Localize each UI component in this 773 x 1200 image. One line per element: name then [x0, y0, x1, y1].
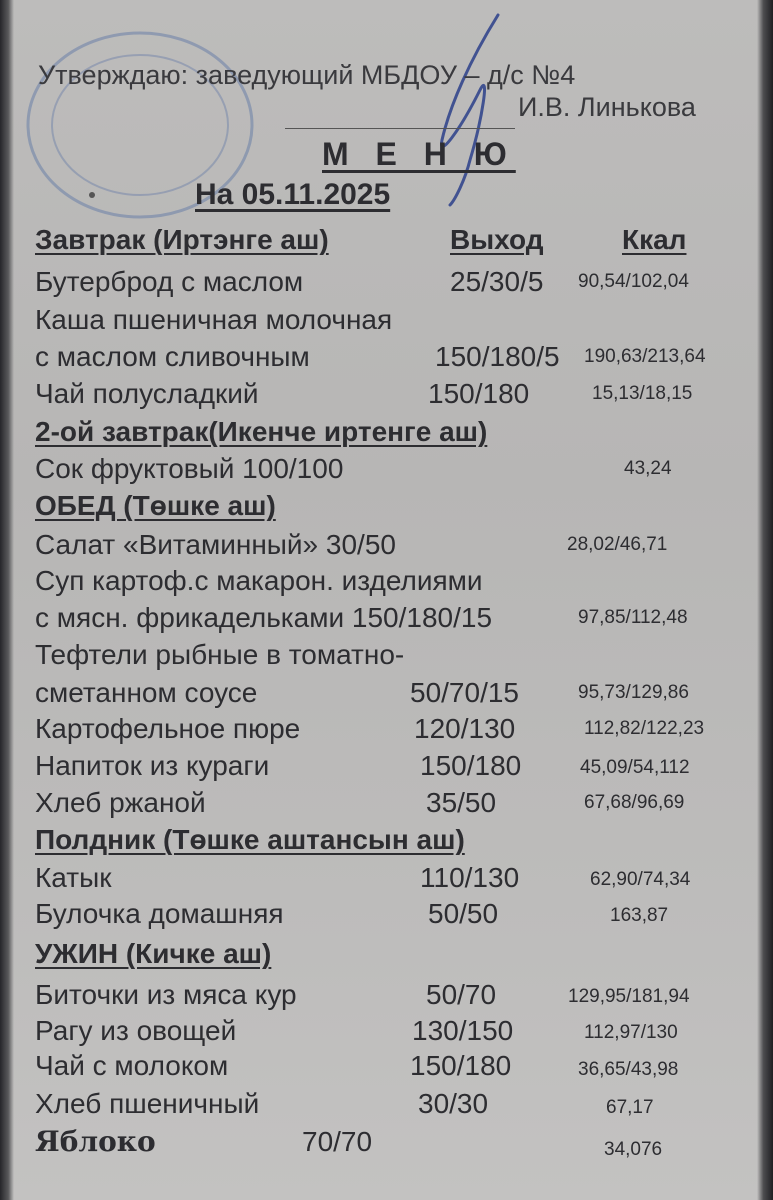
approval-line: Утверждаю: заведующий МБДОУ – д/с №4: [38, 60, 576, 90]
menu-item-kcal: 163,87: [610, 905, 669, 926]
menu-item-name: сметанном соусе: [35, 677, 258, 708]
section-heading-second-breakfast: 2-ой завтрак(Икенче иртенге аш): [35, 416, 488, 447]
menu-item-name: Бутерброд с маслом: [35, 266, 304, 297]
menu-item-kcal: 34,076: [604, 1139, 663, 1160]
menu-item-output: 50/70/15: [410, 677, 519, 708]
menu-item-name: Катык: [35, 862, 112, 893]
menu-item-name: Тефтели рыбные в томатно-: [35, 639, 405, 670]
menu-item-name: Салат «Витаминный» 30/50: [35, 529, 396, 560]
menu-item-kcal: 129,95/181,94: [568, 986, 690, 1007]
menu-item-name: Рагу из овощей: [35, 1015, 237, 1046]
menu-date: На 05.11.2025: [195, 178, 391, 211]
menu-item-name: с маслом сливочным: [35, 341, 310, 372]
column-header-kcal: Ккал: [622, 224, 687, 255]
menu-item-output: 120/130: [414, 713, 516, 744]
menu-item-output: 70/70: [302, 1126, 373, 1157]
menu-item-name: Чай полусладкий: [35, 378, 259, 409]
page-title: М Е Н Ю: [322, 136, 516, 172]
menu-item-kcal: 112,82/122,23: [584, 718, 705, 739]
menu-item-kcal: 190,63/213,64: [584, 346, 706, 367]
approver-name: И.В. Линькова: [518, 92, 696, 122]
menu-item-kcal: 28,02/46,71: [567, 534, 668, 555]
menu-item-name: Сок фруктовый 100/100: [35, 453, 344, 484]
menu-item-name: Картофельное пюре: [35, 713, 301, 744]
menu-item-output: 150/180/5: [435, 341, 560, 372]
menu-item-name: Булочка домашняя: [35, 898, 284, 929]
column-header-output: Выход: [450, 224, 544, 255]
menu-item-kcal: 67,17: [606, 1097, 654, 1118]
menu-item-output: 150/180: [410, 1050, 512, 1081]
menu-item-output: 35/50: [426, 787, 497, 818]
menu-item-output: 150/180: [428, 378, 530, 409]
section-heading-snack: Полдник (Төшке аштансын аш): [35, 824, 465, 855]
menu-item-name: Каша пшеничная молочная: [35, 304, 393, 335]
menu-item-kcal: 36,65/43,98: [578, 1059, 679, 1080]
menu-item-name: Яблоко: [35, 1125, 156, 1158]
menu-item-kcal: 43,24: [624, 458, 672, 479]
section-heading-lunch: ОБЕД (Төшке аш): [35, 490, 276, 521]
menu-item-kcal: 45,09/54,112: [580, 757, 690, 778]
photo-edge-right: [757, 0, 773, 1200]
menu-item-kcal: 97,85/112,48: [578, 607, 688, 628]
signature-underline: [285, 128, 515, 129]
menu-item-name: Суп картоф.с макарон. изделиями: [35, 565, 483, 596]
menu-item-name: Чай с молоком: [35, 1050, 229, 1081]
menu-item-name: с мясн. фрикадельками 150/180/15: [35, 602, 493, 633]
menu-item-output: 110/130: [420, 862, 520, 893]
menu-item-name: Хлеб ржаной: [35, 787, 206, 818]
menu-item-output: 25/30/5: [450, 266, 544, 297]
menu-item-output: 130/150: [412, 1015, 514, 1046]
section-heading-breakfast: Завтрак (Иртэнге аш): [35, 224, 329, 255]
signature-mark: [410, 10, 520, 210]
menu-item-kcal: 62,90/74,34: [590, 869, 691, 890]
menu-item-kcal: 95,73/129,86: [578, 682, 689, 703]
menu-item-output: 50/50: [428, 898, 499, 929]
menu-item-kcal: 15,13/18,15: [592, 383, 693, 404]
menu-item-output: 50/70: [426, 979, 497, 1010]
menu-item-name: Хлеб пшеничный: [35, 1088, 260, 1119]
photo-edge-left: [0, 0, 14, 1200]
menu-item-name: Напиток из кураги: [35, 750, 270, 781]
menu-item-output: 30/30: [418, 1088, 489, 1119]
menu-item-name: Биточки из мяса кур: [35, 979, 297, 1010]
menu-item-kcal: 67,68/96,69: [584, 792, 685, 813]
menu-item-kcal: 112,97/130: [584, 1022, 678, 1043]
section-heading-dinner: УЖИН (Кичке аш): [35, 938, 272, 969]
menu-item-output: 150/180: [420, 750, 522, 781]
menu-item-kcal: 90,54/102,04: [578, 271, 689, 292]
